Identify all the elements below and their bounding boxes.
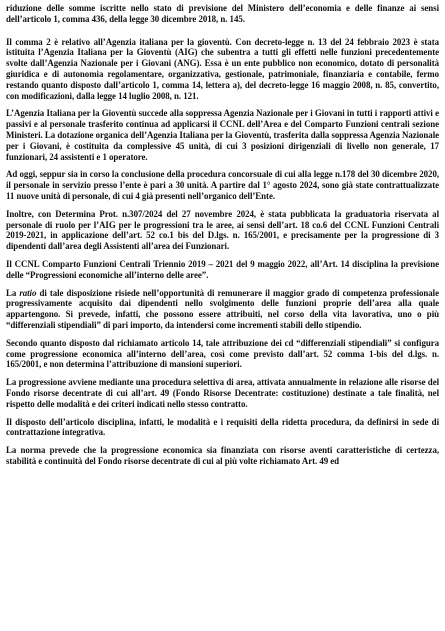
paragraph-comma-2 bbox=[6, 37, 439, 102]
paragraph-disposto: Il disposto dell’articolo disciplina, infatti, le modalità e i requisiti della ridetta procedura, da definirsi in sede di contrattazione integrativa. bbox=[6, 416, 439, 438]
paragraph-ratio bbox=[6, 288, 439, 331]
paragraph-norma: La norma prevede che la progressione economica sia finanziata con risorse aventi caratteristiche di certezza, stabilità e continuità del Fondo risorse decentrate di cui al più volte richiamato Art. 49 ed bbox=[6, 445, 439, 466]
paragraph-0: riduzione delle somme iscritte nello stato di previsione del Ministero dell’economia e delle finanze ai sensi dell’articolo 1, comma 436, della legge 30 dicembre 2018, n. 145. bbox=[6, 3, 439, 24]
paragraph-lead: Il bbox=[6, 36, 16, 47]
paragraph-lead: La bbox=[6, 287, 20, 298]
paragraph-determina: Inoltre, con Determina Prot. n.307/2024 del 27 novembre 2024, è stata pubblicata la graduatoria riservata al personale di ruolo per l’AIG per le progressioni tra le aree, ai sensi dell’art. 18 co.6 del CCNL Funzioni Centrali 2019-2021, in applicazione dell’art. 52 co.1 bis del D.lgs. n. 165/2001, e precisamente per la progressione di 3 dipendenti dall’area degli Assistenti all’area dei Funzionari. bbox=[6, 208, 439, 252]
paragraph-progressione: La progressione avviene mediante una procedura selettiva di area, attivata annualmente in relazione alle risorse del Fondo risorse decentrate di cui all’art. 49 (Fondo Risorse Decentrate: costituzione) destinate a tale finalità, nel rispetto delle modalità e dei criteri indicati nello stesso contratto. bbox=[6, 377, 439, 409]
paragraph-articolo-14: Secondo quanto disposto dal richiamato articolo 14, tale attribuzione dei cd “differenziali stipendiali” si configura come progressione economica all’interno dell’area, così come previsto dall’art. 52 comma 1-bis del d.lgs. n. 165/2001, e non determina l’attribuzione di mansioni superiori. bbox=[6, 337, 439, 370]
paragraph-text: è relativo all’Agenzia italiana per la gioventù. Con decreto-legge n. 13 del 24 febbraio 2023 è stata istituita l’Agenzia Italiana per la Gioventù (AIG) che subentra a tutti gli effetti nelle funzioni precedentemente svolte dall’Agenzia Nazionale per i Giovani (ANG). Essa è un ente pubblico non economico, dotato di personalità giuridica e di autonomia regolamentare, organizzativa, gestionale, patrimoniale, finanziaria e contabile, fermo restando quanto disposto dall’articolo 1, comma 14, lettera a), del decreto-legge 16 maggio 2008, n. 85, convertito, con modificazioni, dalla legge 14 luglio 2008, n. 121. bbox=[6, 36, 439, 101]
ratio-term: ratio bbox=[19, 287, 37, 298]
comma-2-label: comma 2 bbox=[15, 36, 51, 47]
paragraph-agenzia: L’Agenzia Italiana per la Gioventù succede alla soppressa Agenzia Nazionale per i Giovani in tutti i rapporti attivi e passivi e al personale trasferito continua ad applicarsi il CCNL dell’Area e del Comparto Funzioni centrali sezione Ministeri. La dotazione organica dell’Agenzia Italiana per la Gioventù, trasferita dalla soppressa Agenzia Nazionale per i Giovani, è costituita da complessive 45 unità, di cui 3 posizioni dirigenziali di livello non generale, 17 funzionari, 24 assistenti e 1 operatore. bbox=[6, 108, 439, 162]
paragraph-ccnl: Il CCNL Comparto Funzioni Centrali Triennio 2019 – 2021 del 9 maggio 2022, all’Art. 14 disciplina la previsione delle “Progressioni economiche all’interno delle aree”. bbox=[6, 258, 439, 280]
paragraph-personale: Ad oggi, seppur sia in corso la conclusione della procedura concorsuale di cui alla legge n.178 del 30 dicembre 2020, il personale in servizio presso l’ente è pari a 30 unità. A partire dal 1° agosto 2024, sono già state contrattualizzate 11 nuove unità di personale, di cui 4 già presenti nell’organico dell’Ente. bbox=[6, 169, 439, 201]
paragraph-text: di tale disposizione risiede nell’opportunità di remunerare il maggior grado di competenza professionale progressivamente acquisito dai dipendenti nello svolgimento delle funzioni proprie dell’area alla quale appartengono. Si prevede, infatti, che possono essere attribuiti, nel corso della vita lavorativa, uno o più “differenziali stipendiali” di pari importo, da intendersi come incrementi stabili dello stipendio. bbox=[6, 287, 439, 330]
